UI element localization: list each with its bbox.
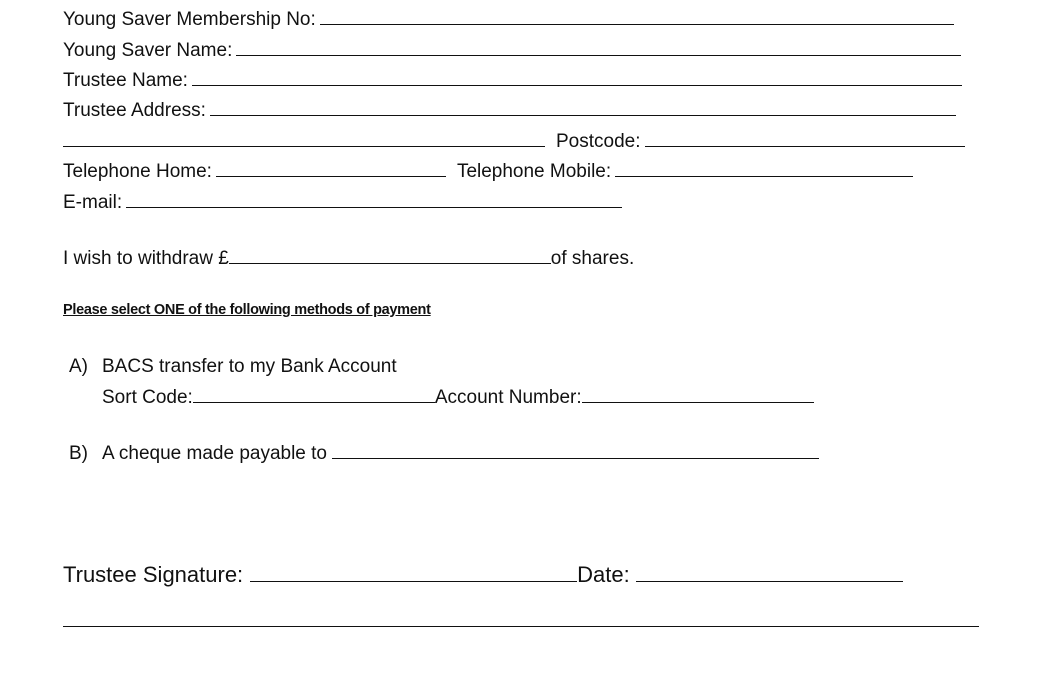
young-saver-name-label: Young Saver Name: (63, 40, 233, 61)
date-field[interactable] (636, 560, 903, 582)
membership-no-row (63, 6, 954, 33)
withdraw-amount-field[interactable] (229, 245, 551, 264)
membership-no-label: Young Saver Membership No: (63, 9, 316, 30)
option-b-marker: B) (69, 443, 88, 464)
option-b-label: A cheque made payable to (102, 443, 328, 464)
trustee-name-label: Trustee Name: (63, 70, 188, 91)
option-a-label: BACS transfer to my Bank Account (102, 356, 397, 377)
email-label: E-mail: (63, 192, 123, 213)
signature-row (63, 560, 903, 590)
withdraw-suffix: of shares. (550, 248, 635, 269)
sort-code-label: Sort Code: (102, 387, 193, 408)
telephone-row (63, 158, 913, 185)
option-b-row (69, 440, 819, 467)
membership-no-field[interactable] (320, 6, 954, 25)
telephone-home-field[interactable] (216, 158, 446, 177)
telephone-home-label: Telephone Home: (63, 161, 212, 182)
account-number-label: Account Number: (434, 387, 582, 408)
young-saver-name-field[interactable] (236, 37, 961, 56)
email-field[interactable] (126, 189, 622, 208)
bottom-line-left[interactable] (63, 605, 493, 627)
trustee-name-row (63, 67, 962, 94)
address-postcode-row (63, 128, 965, 155)
trustee-signature-field[interactable] (250, 560, 577, 582)
trustee-signature-label: Trustee Signature: (63, 562, 244, 587)
option-a-row (69, 354, 397, 380)
bottom-line-row (63, 605, 979, 627)
trustee-address-field[interactable] (210, 97, 956, 116)
withdraw-row (63, 245, 634, 272)
account-number-field[interactable] (582, 384, 814, 403)
trustee-address-row (63, 97, 956, 124)
option-a-marker: A) (69, 356, 88, 377)
postcode-label: Postcode: (556, 131, 641, 152)
trustee-address-line-2-field[interactable] (63, 128, 545, 147)
trustee-name-field[interactable] (192, 67, 962, 86)
bank-details-row (102, 384, 814, 411)
email-row (63, 189, 622, 216)
young-saver-name-row (63, 37, 961, 64)
trustee-address-label: Trustee Address: (63, 100, 206, 121)
telephone-mobile-label: Telephone Mobile: (456, 161, 612, 182)
date-label: Date: (577, 562, 630, 587)
telephone-mobile-field[interactable] (615, 158, 913, 177)
payment-methods-heading: Please select ONE of the following methods of payment (63, 302, 431, 318)
sort-code-field[interactable] (193, 384, 435, 403)
withdraw-prefix: I wish to withdraw £ (63, 248, 229, 269)
cheque-payee-field[interactable] (332, 440, 819, 459)
postcode-field[interactable] (645, 128, 965, 147)
bottom-line-right[interactable] (493, 605, 979, 627)
